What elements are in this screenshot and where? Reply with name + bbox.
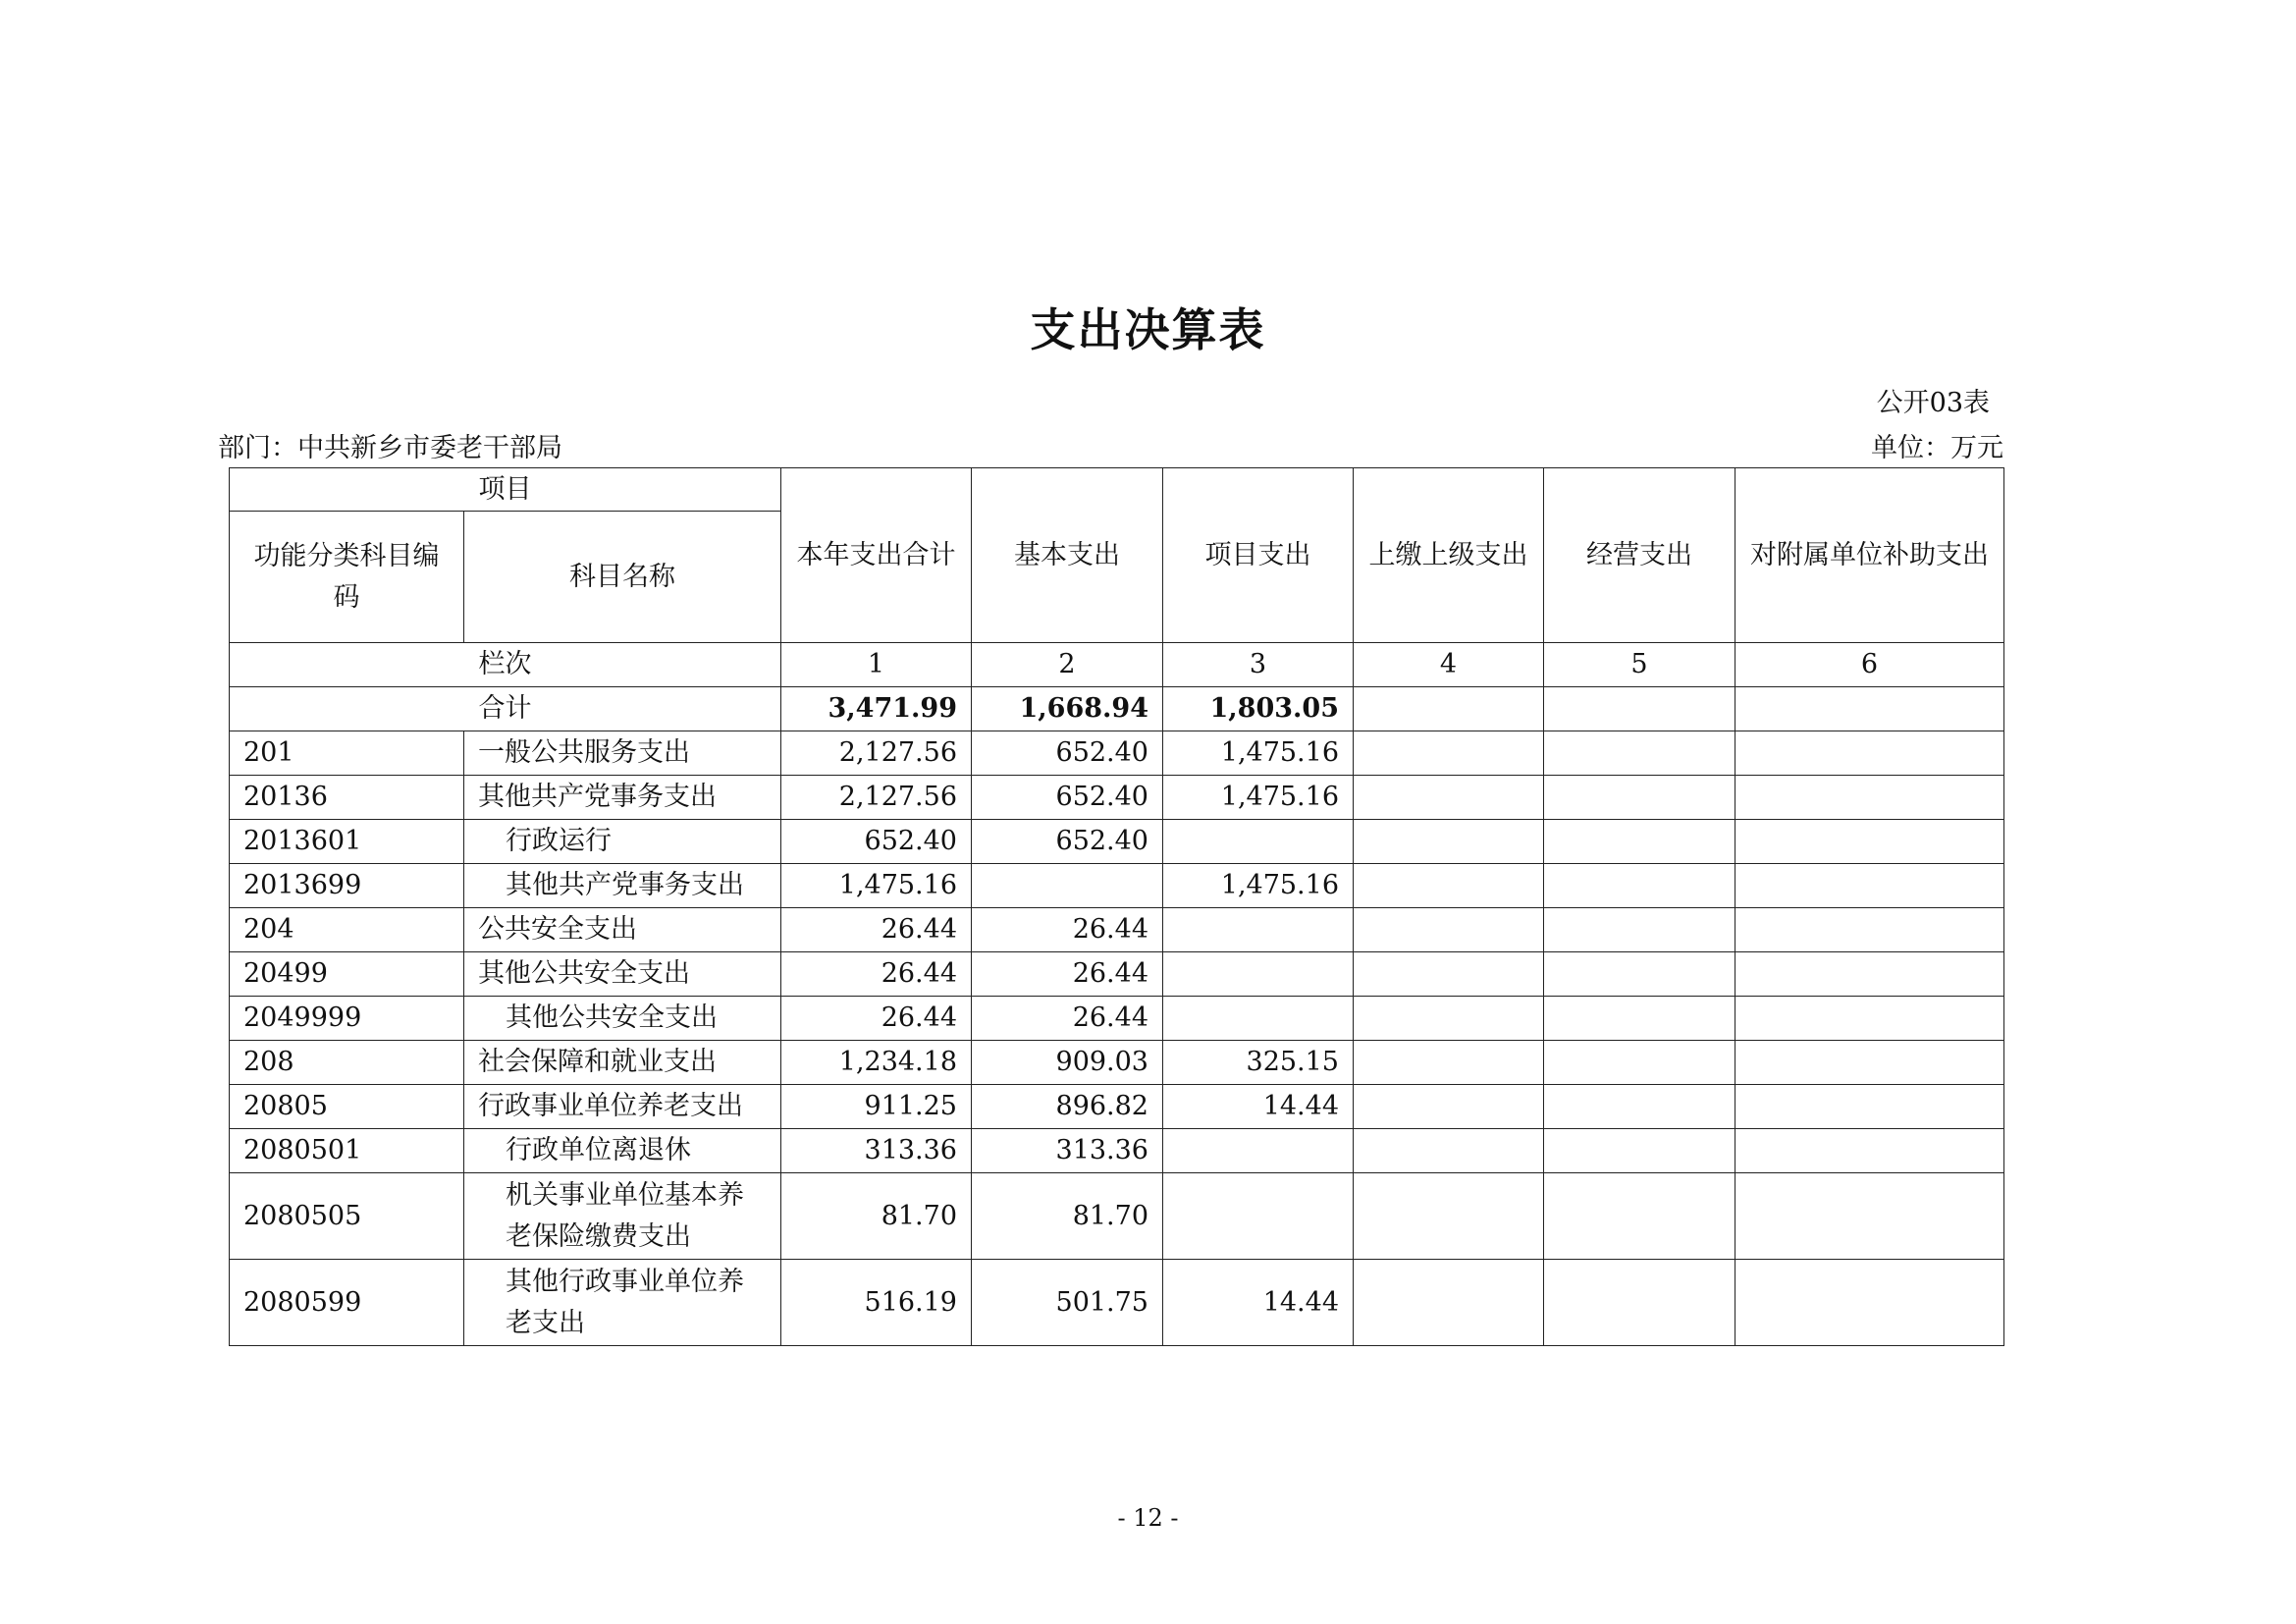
row-remit [1354, 1041, 1544, 1085]
row-business [1544, 1041, 1735, 1085]
row-name: 公共安全支出 [464, 908, 781, 952]
header-basic: 基本支出 [972, 468, 1163, 643]
row-remit [1354, 1260, 1544, 1346]
row-subsidy [1735, 908, 2004, 952]
row-total: 81.70 [781, 1173, 972, 1260]
row-basic: 26.44 [972, 908, 1163, 952]
header-subsidy: 对附属单位补助支出 [1735, 468, 2004, 643]
row-basic [972, 864, 1163, 908]
row-subsidy [1735, 1260, 2004, 1346]
table-row [230, 820, 2004, 864]
column-number: 1 [781, 643, 972, 687]
row-subsidy [1735, 820, 2004, 864]
row-basic: 909.03 [972, 1041, 1163, 1085]
row-code: 2013699 [230, 864, 464, 908]
department-label: 部门：中共新乡市委老干部局 [218, 433, 562, 463]
expenditure-table [229, 467, 2004, 1346]
unit-label: 单位：万元 [1871, 433, 2003, 463]
row-project: 14.44 [1163, 1260, 1354, 1346]
row-business [1544, 820, 1735, 864]
row-basic: 26.44 [972, 997, 1163, 1041]
row-business [1544, 908, 1735, 952]
row-total: 26.44 [781, 908, 972, 952]
row-remit [1354, 1173, 1544, 1260]
table-row [230, 908, 2004, 952]
table-row [230, 1173, 2004, 1260]
row-project: 1,475.16 [1163, 731, 1354, 776]
row-basic: 652.40 [972, 820, 1163, 864]
row-project: 325.15 [1163, 1041, 1354, 1085]
column-number: 2 [972, 643, 1163, 687]
row-name: 行政单位离退休 [464, 1129, 781, 1173]
row-name: 行政事业单位养老支出 [464, 1085, 781, 1129]
column-number: 5 [1544, 643, 1735, 687]
total-row [230, 687, 2004, 731]
row-project: 1,475.16 [1163, 864, 1354, 908]
row-total: 2,127.56 [781, 776, 972, 820]
column-number: 3 [1163, 643, 1354, 687]
table-row [230, 776, 2004, 820]
row-remit [1354, 864, 1544, 908]
row-basic: 652.40 [972, 776, 1163, 820]
row-project [1163, 997, 1354, 1041]
total-label: 合计 [230, 687, 781, 731]
row-total: 911.25 [781, 1085, 972, 1129]
row-name: 一般公共服务支出 [464, 731, 781, 776]
row-project [1163, 908, 1354, 952]
table-row [230, 1260, 2004, 1346]
row-business [1544, 776, 1735, 820]
row-basic: 313.36 [972, 1129, 1163, 1173]
row-basic: 81.70 [972, 1173, 1163, 1260]
row-remit [1354, 1129, 1544, 1173]
column-number: 4 [1354, 643, 1544, 687]
row-code: 20499 [230, 952, 464, 997]
row-code: 204 [230, 908, 464, 952]
row-basic: 26.44 [972, 952, 1163, 997]
row-business [1544, 997, 1735, 1041]
column-number: 6 [1735, 643, 2004, 687]
row-name: 其他行政事业单位养老支出 [464, 1260, 781, 1346]
row-remit [1354, 1085, 1544, 1129]
row-subsidy [1735, 997, 2004, 1041]
page-title: 支出决算表 [1030, 303, 1266, 356]
row-subsidy [1735, 1085, 2004, 1129]
row-remit [1354, 908, 1544, 952]
row-project [1163, 1129, 1354, 1173]
row-total: 2,127.56 [781, 731, 972, 776]
header-remit: 上缴上级支出 [1354, 468, 1544, 643]
row-project [1163, 1173, 1354, 1260]
row-project [1163, 952, 1354, 997]
header-project-expenditure: 项目支出 [1163, 468, 1354, 643]
row-code: 2080505 [230, 1173, 464, 1260]
header-total: 本年支出合计 [781, 468, 972, 643]
row-project: 14.44 [1163, 1085, 1354, 1129]
row-subsidy [1735, 1173, 2004, 1260]
header-project: 项目 [230, 468, 781, 512]
page-number: - 12 - [1117, 1504, 1179, 1532]
row-remit [1354, 776, 1544, 820]
row-code: 2080599 [230, 1260, 464, 1346]
row-code: 208 [230, 1041, 464, 1085]
row-remit [1354, 997, 1544, 1041]
row-subsidy [1735, 776, 2004, 820]
row-total: 516.19 [781, 1260, 972, 1346]
row-total: 1,475.16 [781, 864, 972, 908]
table-row [230, 864, 2004, 908]
row-basic: 896.82 [972, 1085, 1163, 1129]
row-business [1544, 864, 1735, 908]
total-project: 1,803.05 [1163, 687, 1354, 731]
row-business [1544, 952, 1735, 997]
row-business [1544, 1260, 1735, 1346]
header-code: 功能分类科目编码 [230, 512, 464, 643]
row-business [1544, 731, 1735, 776]
row-code: 20805 [230, 1085, 464, 1129]
table-row [230, 997, 2004, 1041]
row-name: 其他共产党事务支出 [464, 776, 781, 820]
row-subsidy [1735, 1041, 2004, 1085]
row-basic: 501.75 [972, 1260, 1163, 1346]
row-total: 1,234.18 [781, 1041, 972, 1085]
row-name: 行政运行 [464, 820, 781, 864]
row-total: 313.36 [781, 1129, 972, 1173]
total-business [1544, 687, 1735, 731]
total-subsidy [1735, 687, 2004, 731]
row-business [1544, 1129, 1735, 1173]
row-total: 26.44 [781, 952, 972, 997]
row-code: 20136 [230, 776, 464, 820]
row-total: 652.40 [781, 820, 972, 864]
table-row [230, 1129, 2004, 1173]
table-row [230, 952, 2004, 997]
row-name: 其他共产党事务支出 [464, 864, 781, 908]
table-row [230, 731, 2004, 776]
header-business: 经营支出 [1544, 468, 1735, 643]
table-row [230, 1041, 2004, 1085]
row-code: 2080501 [230, 1129, 464, 1173]
row-remit [1354, 952, 1544, 997]
row-subsidy [1735, 1129, 2004, 1173]
header-name: 科目名称 [464, 512, 781, 643]
row-code: 2049999 [230, 997, 464, 1041]
row-project [1163, 820, 1354, 864]
row-name: 社会保障和就业支出 [464, 1041, 781, 1085]
row-total: 26.44 [781, 997, 972, 1041]
row-basic: 652.40 [972, 731, 1163, 776]
row-remit [1354, 820, 1544, 864]
row-subsidy [1735, 864, 2004, 908]
row-name: 其他公共安全支出 [464, 997, 781, 1041]
table-row [230, 1085, 2004, 1129]
row-code: 2013601 [230, 820, 464, 864]
row-business [1544, 1173, 1735, 1260]
row-subsidy [1735, 731, 2004, 776]
row-name: 机关事业单位基本养老保险缴费支出 [464, 1173, 781, 1260]
row-subsidy [1735, 952, 2004, 997]
total-remit [1354, 687, 1544, 731]
form-number: 公开03表 [1876, 388, 1990, 418]
header-row-1 [230, 468, 2004, 512]
row-name: 其他公共安全支出 [464, 952, 781, 997]
column-number-row [230, 643, 2004, 687]
total-basic: 1,668.94 [972, 687, 1163, 731]
row-project: 1,475.16 [1163, 776, 1354, 820]
column-number-label: 栏次 [230, 643, 781, 687]
row-remit [1354, 731, 1544, 776]
row-code: 201 [230, 731, 464, 776]
row-business [1544, 1085, 1735, 1129]
total-amount: 3,471.99 [781, 687, 972, 731]
